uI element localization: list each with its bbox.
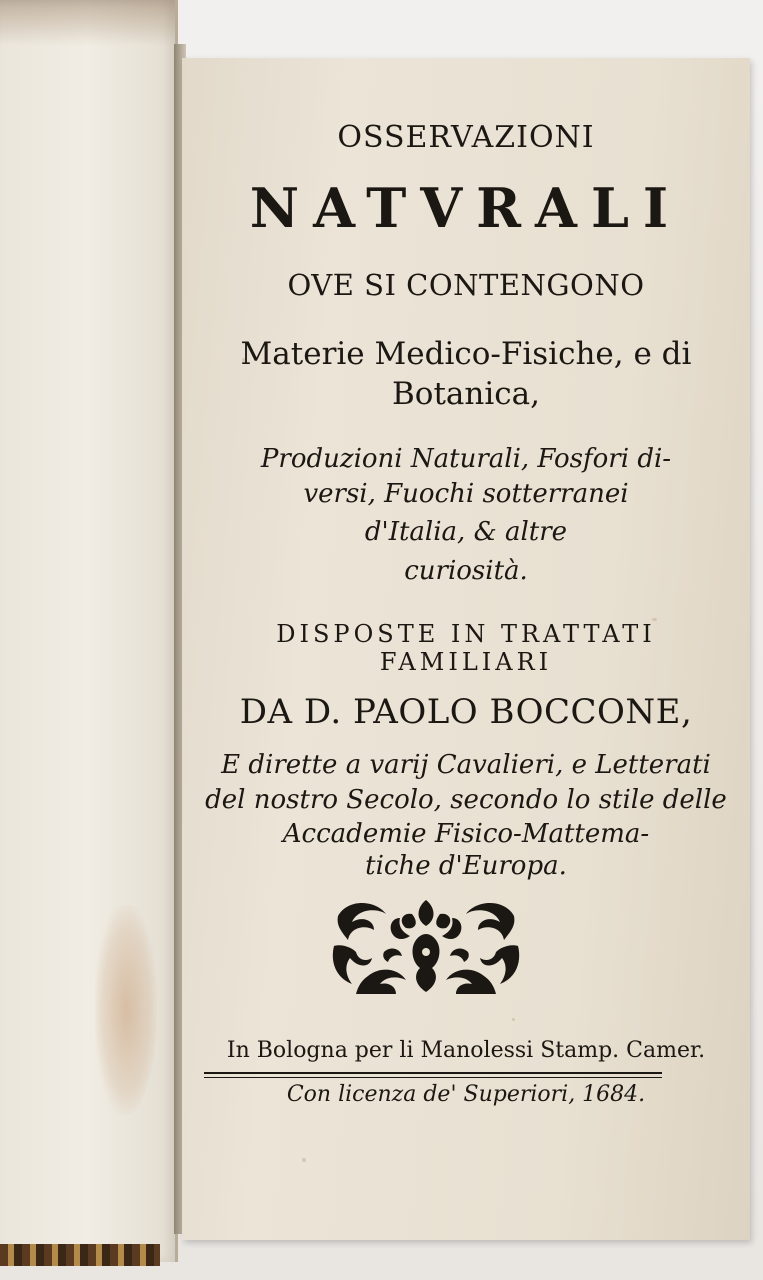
subject-line-curiosita: curiosità.	[404, 556, 528, 586]
subject-line-versi: versi, Fuochi sotterranei	[303, 479, 629, 509]
endpaper-shadow	[0, 0, 175, 46]
subject-line-produzioni: Produzioni Naturali, Fosfori di-	[260, 444, 672, 474]
woodcut-ornament-icon	[328, 896, 524, 1000]
author-line: DA D. PAOLO BOCCONE,	[239, 692, 693, 732]
paper-fleck	[302, 1158, 306, 1162]
license-line: Con licenza de' Superiori, 1684.	[286, 1082, 646, 1107]
arrangement-line-2: FAMILIARI	[379, 648, 553, 676]
subject-line-materie: Materie Medico-Fisiche, e di	[240, 336, 692, 372]
imprint-rule-thin	[204, 1077, 662, 1078]
front-endpaper	[0, 0, 178, 1262]
subject-line-italia: d'Italia, & altre	[364, 517, 568, 547]
title-line-naturali: NATVRALI	[249, 176, 683, 240]
dedication-line-2: del nostro Secolo, secondo lo stile delle	[205, 785, 727, 815]
arrangement-line-1: DISPOSTE IN TRATTATI	[276, 620, 656, 648]
imprint-line: In Bologna per li Manolessi Stamp. Camer.	[226, 1038, 706, 1063]
paper-fleck	[512, 1018, 515, 1021]
title-line-ove: OVE SI CONTENGONO	[287, 268, 645, 302]
subject-line-botanica: Botanica,	[392, 376, 540, 412]
water-stain	[95, 905, 157, 1115]
dedication-line-4: tiche d'Europa.	[365, 851, 567, 881]
imprint-rule	[204, 1072, 662, 1074]
gilt-binding-edge	[0, 1244, 160, 1266]
title-line-osservazioni: OSSERVAZIONI	[337, 120, 595, 155]
dedication-line-3: Accademie Fisico-Mattema-	[282, 819, 650, 849]
dedication-line-1: E dirette a varij Cavalieri, e Letterati	[221, 750, 711, 780]
title-page	[182, 58, 750, 1240]
